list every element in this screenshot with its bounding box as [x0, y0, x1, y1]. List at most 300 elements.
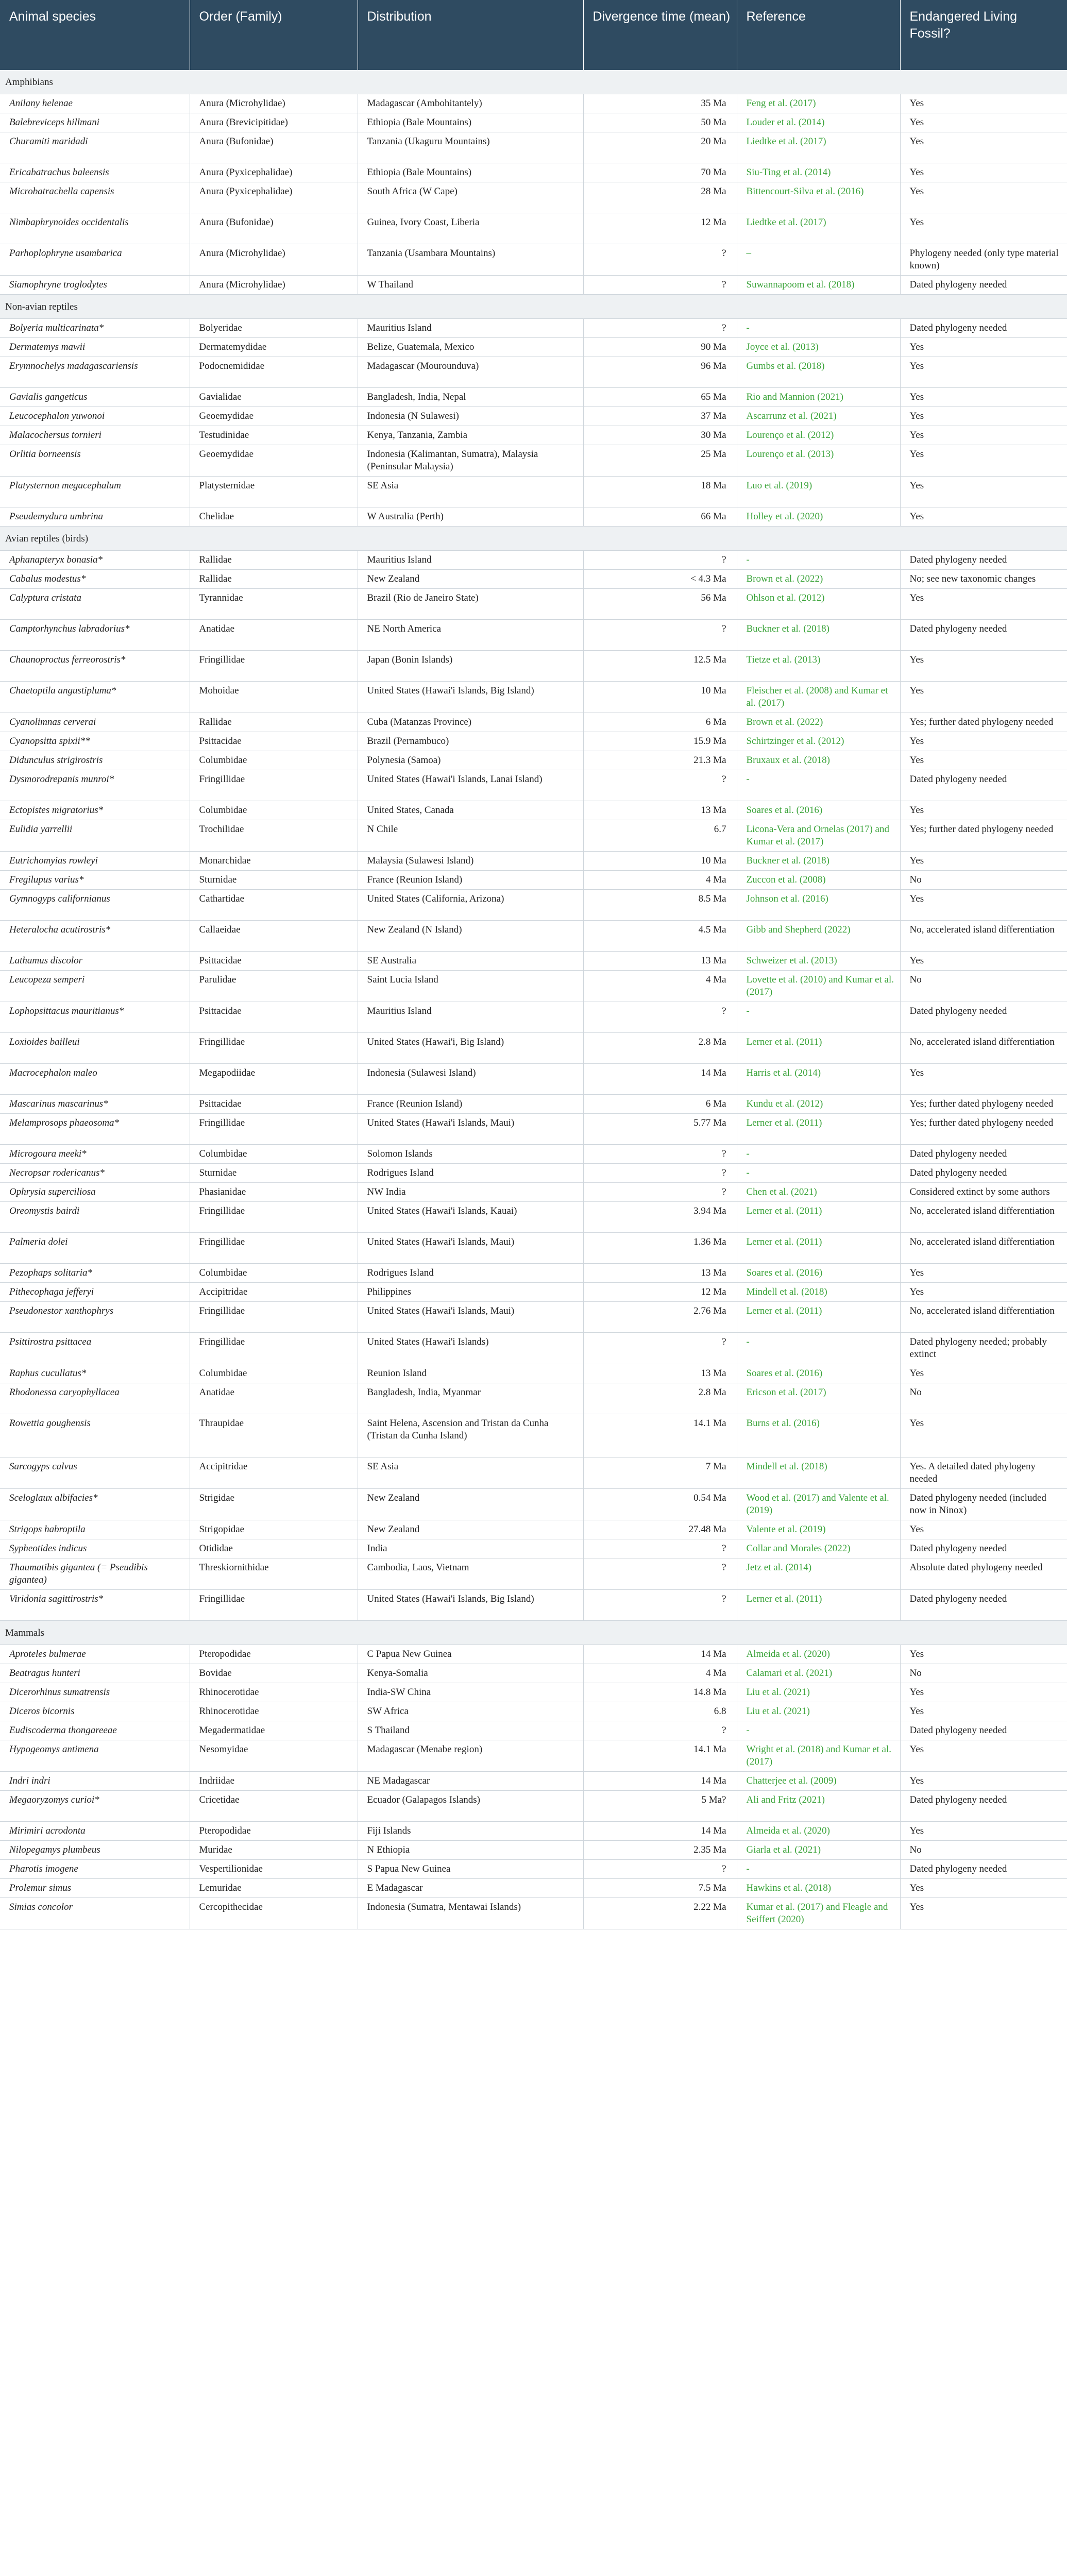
species-name: Beatragus hunteri [0, 1664, 190, 1683]
reference-link[interactable]: Bittencourt-Silva et al. (2016) [737, 182, 900, 213]
species-name: Balebreviceps hillmani [0, 113, 190, 132]
order-family: Tyrannidae [190, 589, 358, 620]
order-family: Anura (Microhylidae) [190, 94, 358, 113]
order-family: Rallidae [190, 551, 358, 570]
reference-link[interactable]: Almeida et al. (2020) [737, 1822, 900, 1841]
endangered-status: No [900, 1383, 1067, 1414]
species-name: Psittirostra psittacea [0, 1333, 190, 1364]
reference-link[interactable]: Schweizer et al. (2013) [737, 952, 900, 971]
species-name: Viridonia sagittirostris* [0, 1590, 190, 1621]
species-name: Anilany helenae [0, 94, 190, 113]
table-row [0, 1683, 1067, 1702]
section-row [0, 1621, 1067, 1645]
species-name: Orlitia borneensis [0, 445, 190, 477]
endangered-status: Yes [900, 94, 1067, 113]
distribution: SE Australia [358, 952, 583, 971]
reference-link[interactable]: Luo et al. (2019) [737, 477, 900, 507]
endangered-status: Yes [900, 426, 1067, 445]
order-family: Dermatemydidae [190, 338, 358, 357]
order-family: Callaeidae [190, 921, 358, 952]
divergence-time: ? [583, 276, 737, 295]
reference-link[interactable]: Mindell et al. (2018) [737, 1458, 900, 1489]
order-family: Megapodiidae [190, 1064, 358, 1095]
species-name: Raphus cucullatus* [0, 1364, 190, 1383]
distribution: United States (Hawai'i Islands, Big Island) [358, 1590, 583, 1621]
distribution: United States (Hawai'i Islands, Kauai) [358, 1202, 583, 1233]
order-family: Rhinocerotidae [190, 1702, 358, 1721]
distribution: Belize, Guatemala, Mexico [358, 338, 583, 357]
order-family: Accipitridae [190, 1283, 358, 1302]
distribution: Madagascar (Mourounduva) [358, 357, 583, 388]
species-name: Calyptura cristata [0, 589, 190, 620]
endangered-status: No, accelerated island differentiation [900, 921, 1067, 952]
reference-link[interactable]: Schirtzinger et al. (2012) [737, 732, 900, 751]
reference-link[interactable]: Lerner et al. (2011) [737, 1033, 900, 1064]
reference-link[interactable]: Lourenço et al. (2013) [737, 445, 900, 477]
species-name: Dermatemys mawii [0, 338, 190, 357]
endangered-status: No, accelerated island differentiation [900, 1033, 1067, 1064]
table-row [0, 1333, 1067, 1364]
divergence-time: 28 Ma [583, 182, 737, 213]
species-name: Prolemur simus [0, 1879, 190, 1898]
order-family: Cricetidae [190, 1791, 358, 1822]
reference-link[interactable]: Burns et al. (2016) [737, 1414, 900, 1458]
order-family: Columbidae [190, 1145, 358, 1164]
order-family: Rallidae [190, 713, 358, 732]
order-family: Indriidae [190, 1772, 358, 1791]
reference-link[interactable]: Louder et al. (2014) [737, 113, 900, 132]
table-row [0, 1033, 1067, 1064]
reference-link[interactable]: Chen et al. (2021) [737, 1183, 900, 1202]
reference-link[interactable]: Ali and Fritz (2021) [737, 1791, 900, 1822]
species-name: Oreomystis bairdi [0, 1202, 190, 1233]
reference-link[interactable]: Giarla et al. (2021) [737, 1841, 900, 1860]
table-row [0, 426, 1067, 445]
divergence-time: 6.8 [583, 1702, 737, 1721]
divergence-time: 10 Ma [583, 852, 737, 871]
divergence-time: ? [583, 1002, 737, 1033]
table-row [0, 1183, 1067, 1202]
reference-link[interactable]: Calamari et al. (2021) [737, 1664, 900, 1683]
reference-link[interactable]: Lerner et al. (2011) [737, 1302, 900, 1333]
reference-link[interactable]: Ericson et al. (2017) [737, 1383, 900, 1414]
endangered-status: Dated phylogeny needed [900, 770, 1067, 801]
section-row [0, 295, 1067, 319]
divergence-time: 14 Ma [583, 1064, 737, 1095]
header-reference: Reference [737, 0, 900, 70]
divergence-time: 12 Ma [583, 1283, 737, 1302]
endangered-status: Considered extinct by some authors [900, 1183, 1067, 1202]
table-row [0, 319, 1067, 338]
table-row [0, 551, 1067, 570]
divergence-time: 13 Ma [583, 952, 737, 971]
divergence-time: ? [583, 1183, 737, 1202]
distribution: Madagascar (Ambohitantely) [358, 94, 583, 113]
order-family: Anura (Brevicipitidae) [190, 113, 358, 132]
table-row [0, 1721, 1067, 1740]
order-family: Pteropodidae [190, 1645, 358, 1664]
endangered-status: Yes [900, 357, 1067, 388]
endangered-status: No [900, 1841, 1067, 1860]
header-animal-species: Animal species [0, 0, 190, 70]
reference-link[interactable]: Soares et al. (2016) [737, 1364, 900, 1383]
distribution: United States (California, Arizona) [358, 890, 583, 921]
endangered-status: No [900, 971, 1067, 1002]
endangered-status: Yes; further dated phylogeny needed [900, 1095, 1067, 1114]
species-name: Indri indri [0, 1772, 190, 1791]
divergence-time: 14 Ma [583, 1772, 737, 1791]
species-name: Churamiti maridadi [0, 132, 190, 163]
table-row [0, 570, 1067, 589]
reference-link[interactable]: Bruxaux et al. (2018) [737, 751, 900, 770]
divergence-time: 5 Ma? [583, 1791, 737, 1822]
distribution: W Australia (Perth) [358, 507, 583, 527]
reference-link: - [737, 1333, 900, 1364]
endangered-status: Yes [900, 732, 1067, 751]
table-row [0, 1145, 1067, 1164]
species-name: Didunculus strigirostris [0, 751, 190, 770]
reference-link[interactable]: Soares et al. (2016) [737, 1264, 900, 1283]
reference-link[interactable]: Feng et al. (2017) [737, 94, 900, 113]
distribution: Mauritius Island [358, 1002, 583, 1033]
reference-link[interactable]: Jetz et al. (2014) [737, 1558, 900, 1590]
reference-link[interactable]: Liu et al. (2021) [737, 1702, 900, 1721]
reference-link[interactable]: Joyce et al. (2013) [737, 338, 900, 357]
table-row [0, 1539, 1067, 1558]
table-row [0, 276, 1067, 295]
table-row [0, 1233, 1067, 1264]
order-family: Platysternidae [190, 477, 358, 507]
distribution: South Africa (W Cape) [358, 182, 583, 213]
endangered-status: No, accelerated island differentiation [900, 1302, 1067, 1333]
species-name: Microbatrachella capensis [0, 182, 190, 213]
reference-link[interactable]: Liu et al. (2021) [737, 1683, 900, 1702]
table-row [0, 1202, 1067, 1233]
species-name: Leucocephalon yuwonoi [0, 407, 190, 426]
divergence-time: ? [583, 1333, 737, 1364]
distribution: SW Africa [358, 1702, 583, 1721]
endangered-status: Phylogeny needed (only type material known) [900, 244, 1067, 276]
reference-link[interactable]: Wright et al. (2018) and Kumar et al. (2017) [737, 1740, 900, 1772]
reference-link[interactable]: Soares et al. (2016) [737, 801, 900, 820]
reference-link[interactable]: Brown et al. (2022) [737, 713, 900, 732]
divergence-time: 7.5 Ma [583, 1879, 737, 1898]
reference-link[interactable]: Buckner et al. (2018) [737, 852, 900, 871]
reference-link[interactable]: Lerner et al. (2011) [737, 1202, 900, 1233]
endangered-status: Yes [900, 388, 1067, 407]
order-family: Strigopidae [190, 1520, 358, 1539]
table-row [0, 338, 1067, 357]
reference-link[interactable]: Hawkins et al. (2018) [737, 1879, 900, 1898]
order-family: Fringillidae [190, 1114, 358, 1145]
endangered-status: Dated phylogeny needed [900, 1539, 1067, 1558]
divergence-time: 12 Ma [583, 213, 737, 244]
endangered-status: Yes [900, 1879, 1067, 1898]
reference-link[interactable]: Kundu et al. (2012) [737, 1095, 900, 1114]
order-family: Rhinocerotidae [190, 1683, 358, 1702]
reference-link[interactable]: Suwannapoom et al. (2018) [737, 276, 900, 295]
reference-link[interactable]: Ohlson et al. (2012) [737, 589, 900, 620]
distribution: Bangladesh, India, Nepal [358, 388, 583, 407]
order-family: Phasianidae [190, 1183, 358, 1202]
reference-link[interactable]: Valente et al. (2019) [737, 1520, 900, 1539]
species-name: Ophrysia superciliosa [0, 1183, 190, 1202]
section-title: Non-avian reptiles [0, 295, 1067, 319]
reference-link[interactable]: Zuccon et al. (2008) [737, 871, 900, 890]
species-name: Rhodonessa caryophyllacea [0, 1383, 190, 1414]
endangered-status: No, accelerated island differentiation [900, 1202, 1067, 1233]
order-family: Sturnidae [190, 871, 358, 890]
section-row [0, 527, 1067, 551]
divergence-time: 4 Ma [583, 871, 737, 890]
species-name: Pseudonestor xanthophrys [0, 1302, 190, 1333]
order-family: Anura (Pyxicephalidae) [190, 182, 358, 213]
endangered-status: Yes; further dated phylogeny needed [900, 1114, 1067, 1145]
reference-link[interactable]: Lerner et al. (2011) [737, 1114, 900, 1145]
table-row [0, 751, 1067, 770]
species-name: Thaumatibis gigantea (= Pseudibis gigantea) [0, 1558, 190, 1590]
reference-link: - [737, 1145, 900, 1164]
reference-link[interactable]: Liedtke et al. (2017) [737, 132, 900, 163]
header-row [0, 0, 1067, 70]
endangered-status: Dated phylogeny needed [900, 276, 1067, 295]
distribution: W Thailand [358, 276, 583, 295]
endangered-status: Dated phylogeny needed [900, 1590, 1067, 1621]
table-row [0, 1520, 1067, 1539]
species-name: Bolyeria multicarinata* [0, 319, 190, 338]
species-name: Lathamus discolor [0, 952, 190, 971]
distribution: New Zealand [358, 1520, 583, 1539]
distribution: E Madagascar [358, 1879, 583, 1898]
table-row [0, 1822, 1067, 1841]
species-name: Camptorhynchus labradorius* [0, 620, 190, 651]
divergence-time: ? [583, 1145, 737, 1164]
order-family: Fringillidae [190, 1590, 358, 1621]
reference-link[interactable]: Licona-Vera and Ornelas (2017) and Kumar et al. (2017) [737, 820, 900, 852]
distribution: NE North America [358, 620, 583, 651]
divergence-time: ? [583, 244, 737, 276]
divergence-time: 13 Ma [583, 1364, 737, 1383]
divergence-time: ? [583, 1721, 737, 1740]
reference-link[interactable]: Kumar et al. (2017) and Fleagle and Seiffert (2020) [737, 1898, 900, 1929]
endangered-status: Dated phylogeny needed [900, 620, 1067, 651]
order-family: Psittacidae [190, 952, 358, 971]
reference-link[interactable]: Rio and Mannion (2021) [737, 388, 900, 407]
table-row [0, 801, 1067, 820]
table-row [0, 770, 1067, 801]
endangered-status: Yes [900, 507, 1067, 527]
distribution: NW India [358, 1183, 583, 1202]
reference-link[interactable]: Lourenço et al. (2012) [737, 426, 900, 445]
table-row [0, 1414, 1067, 1458]
order-family: Anura (Bufonidae) [190, 213, 358, 244]
species-name: Cyanopsitta spixii** [0, 732, 190, 751]
distribution: Philippines [358, 1283, 583, 1302]
reference-link[interactable]: Ascarrunz et al. (2021) [737, 407, 900, 426]
endangered-status: Dated phylogeny needed [900, 319, 1067, 338]
order-family: Sturnidae [190, 1164, 358, 1183]
endangered-status: Yes [900, 801, 1067, 820]
order-family: Testudinidae [190, 426, 358, 445]
divergence-time: 3.94 Ma [583, 1202, 737, 1233]
table-row [0, 1114, 1067, 1145]
distribution: United States (Hawai'i Islands) [358, 1333, 583, 1364]
order-family: Columbidae [190, 1364, 358, 1383]
reference-link[interactable]: Lovette et al. (2010) and Kumar et al. (2017) [737, 971, 900, 1002]
species-name: Chaetoptila angustipluma* [0, 682, 190, 713]
divergence-time: ? [583, 1558, 737, 1590]
table-row [0, 1302, 1067, 1333]
order-family: Anura (Microhylidae) [190, 244, 358, 276]
order-family: Geoemydidae [190, 407, 358, 426]
divergence-time: 5.77 Ma [583, 1114, 737, 1145]
reference-link[interactable]: Harris et al. (2014) [737, 1064, 900, 1095]
endangered-status: Yes [900, 1283, 1067, 1302]
divergence-time: ? [583, 551, 737, 570]
distribution: United States, Canada [358, 801, 583, 820]
order-family: Thraupidae [190, 1414, 358, 1458]
reference-link[interactable]: Siu-Ting et al. (2014) [737, 163, 900, 182]
distribution: Malaysia (Sulawesi Island) [358, 852, 583, 871]
distribution: Reunion Island [358, 1364, 583, 1383]
species-name: Eulidia yarrellii [0, 820, 190, 852]
reference-link[interactable]: Collar and Morales (2022) [737, 1539, 900, 1558]
endangered-status: Yes [900, 182, 1067, 213]
reference-link: - [737, 1860, 900, 1879]
distribution: NE Madagascar [358, 1772, 583, 1791]
reference-link[interactable]: Chatterjee et al. (2009) [737, 1772, 900, 1791]
distribution: Mauritius Island [358, 319, 583, 338]
order-family: Trochilidae [190, 820, 358, 852]
endangered-status: Yes [900, 1520, 1067, 1539]
reference-link[interactable]: Tietze et al. (2013) [737, 651, 900, 682]
species-name: Pseudemydura umbrina [0, 507, 190, 527]
section-title: Avian reptiles (birds) [0, 527, 1067, 551]
distribution: Solomon Islands [358, 1145, 583, 1164]
divergence-time: 66 Ma [583, 507, 737, 527]
order-family: Chelidae [190, 507, 358, 527]
table-row [0, 1645, 1067, 1664]
distribution: S Thailand [358, 1721, 583, 1740]
reference-link: - [737, 1002, 900, 1033]
species-name: Malacochersus tornieri [0, 426, 190, 445]
endangered-status: Yes [900, 1740, 1067, 1772]
reference-link[interactable]: Brown et al. (2022) [737, 570, 900, 589]
reference-link[interactable]: Almeida et al. (2020) [737, 1645, 900, 1664]
distribution: United States (Hawai'i Islands, Lanai Island) [358, 770, 583, 801]
endangered-status: Yes [900, 213, 1067, 244]
table-row [0, 1841, 1067, 1860]
endangered-status: Yes; further dated phylogeny needed [900, 820, 1067, 852]
divergence-time: 90 Ma [583, 338, 737, 357]
reference-link[interactable]: Johnson et al. (2016) [737, 890, 900, 921]
endangered-status: Yes [900, 132, 1067, 163]
divergence-time: 14.8 Ma [583, 1683, 737, 1702]
order-family: Fringillidae [190, 1302, 358, 1333]
order-family: Podocnemididae [190, 357, 358, 388]
order-family: Otididae [190, 1539, 358, 1558]
divergence-time: 14 Ma [583, 1822, 737, 1841]
species-name: Dysmorodrepanis munroi* [0, 770, 190, 801]
distribution: Brazil (Pernambuco) [358, 732, 583, 751]
distribution: Cuba (Matanzas Province) [358, 713, 583, 732]
table-row [0, 507, 1067, 527]
order-family: Anatidae [190, 620, 358, 651]
table-row [0, 132, 1067, 163]
order-family: Accipitridae [190, 1458, 358, 1489]
endangered-status: Yes [900, 852, 1067, 871]
reference-link[interactable]: Fleischer et al. (2008) and Kumar et al. (2017) [737, 682, 900, 713]
reference-link[interactable]: Gumbs et al. (2018) [737, 357, 900, 388]
divergence-time: 14.1 Ma [583, 1740, 737, 1772]
order-family: Strigidae [190, 1489, 358, 1520]
divergence-time: 96 Ma [583, 357, 737, 388]
divergence-time: ? [583, 1860, 737, 1879]
reference-link: - [737, 770, 900, 801]
reference-link[interactable]: Gibb and Shepherd (2022) [737, 921, 900, 952]
divergence-time: ? [583, 620, 737, 651]
table-row [0, 1489, 1067, 1520]
divergence-time: 13 Ma [583, 801, 737, 820]
endangered-status: Yes [900, 1772, 1067, 1791]
reference-link[interactable]: Holley et al. (2020) [737, 507, 900, 527]
endangered-status: Yes [900, 952, 1067, 971]
species-name: Dicerorhinus sumatrensis [0, 1683, 190, 1702]
species-name: Rowettia goughensis [0, 1414, 190, 1458]
endangered-status: Dated phylogeny needed [900, 1791, 1067, 1822]
distribution: Japan (Bonin Islands) [358, 651, 583, 682]
table-row [0, 1590, 1067, 1621]
table-row [0, 94, 1067, 113]
order-family: Lemuridae [190, 1879, 358, 1898]
table-row [0, 713, 1067, 732]
species-name: Cabalus modestus* [0, 570, 190, 589]
table-row [0, 113, 1067, 132]
endangered-status: Yes [900, 1364, 1067, 1383]
species-name: Pithecophaga jefferyi [0, 1283, 190, 1302]
endangered-status: Dated phylogeny needed [900, 1145, 1067, 1164]
table-row [0, 445, 1067, 477]
distribution: India-SW China [358, 1683, 583, 1702]
species-name: Nimbaphrynoides occidentalis [0, 213, 190, 244]
order-family: Columbidae [190, 1264, 358, 1283]
order-family: Anura (Bufonidae) [190, 132, 358, 163]
reference-link[interactable]: Lerner et al. (2011) [737, 1590, 900, 1621]
reference-link: - [737, 1721, 900, 1740]
species-name: Leucopeza semperi [0, 971, 190, 1002]
order-family: Muridae [190, 1841, 358, 1860]
species-name: Aproteles bulmerae [0, 1645, 190, 1664]
reference-link[interactable]: Liedtke et al. (2017) [737, 213, 900, 244]
species-name: Fregilupus varius* [0, 871, 190, 890]
distribution: Saint Helena, Ascension and Tristan da Cunha (Tristan da Cunha Island) [358, 1414, 583, 1458]
species-name: Aphanapteryx bonasia* [0, 551, 190, 570]
order-family: Rallidae [190, 570, 358, 589]
distribution: Cambodia, Laos, Vietnam [358, 1558, 583, 1590]
divergence-time: 14 Ma [583, 1645, 737, 1664]
species-name: Mascarinus mascarinus* [0, 1095, 190, 1114]
distribution: Fiji Islands [358, 1822, 583, 1841]
reference-link[interactable]: Mindell et al. (2018) [737, 1283, 900, 1302]
reference-link[interactable]: Wood et al. (2017) and Valente et al. (2019) [737, 1489, 900, 1520]
reference-link[interactable]: Buckner et al. (2018) [737, 620, 900, 651]
reference-link: - [737, 1164, 900, 1183]
distribution: France (Reunion Island) [358, 1095, 583, 1114]
divergence-time: 2.76 Ma [583, 1302, 737, 1333]
reference-link[interactable]: Lerner et al. (2011) [737, 1233, 900, 1264]
table-row [0, 1558, 1067, 1590]
header-endangered-living-fossil: Endangered Living Fossil? [900, 0, 1067, 70]
